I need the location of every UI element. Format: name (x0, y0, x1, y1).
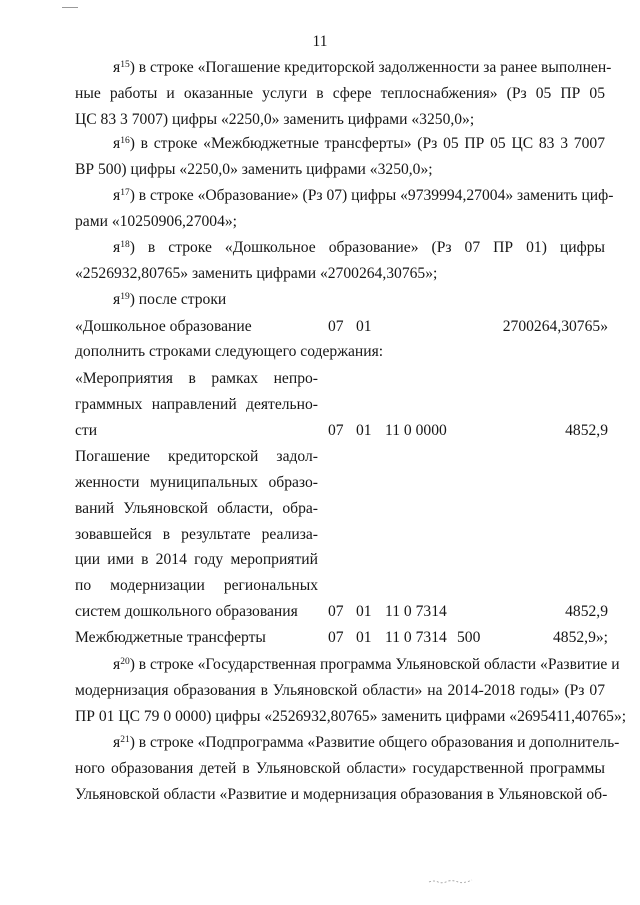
paragraph-p21-line1: $я^{21}$) в строке «Подпрограмма «Развитие общего образования и дополнитель- (113, 734, 620, 751)
paragraph-p20-line1: $я^{20}$) в строке «Государственная программа Ульяновской области «Развитие и (113, 656, 620, 673)
paragraph-p15-line2: ные работы и оказанные услуги в сфере теплоснабжения» (Рз 05 ПР 05 (75, 85, 605, 102)
row-pr: 01 (356, 422, 372, 439)
paragraph-p18-line1: $я^{18}$) в строке «Дошкольное образование» (Рз 07 ПР 01) цифры (113, 239, 605, 256)
row-name-line: зовавшейся в результате реализа- (75, 526, 318, 543)
row-cs: 11 0 0000 (385, 422, 447, 439)
paragraph-p15-line3: ЦС 83 3 7007) цифры «2250,0» заменить цифрами «3250,0»; (75, 111, 475, 128)
paragraph-p17-line2: рами «10250906,27004»; (75, 213, 238, 230)
paragraph-p17-line1: $я^{17}$) в строке «Образование» (Рз 07) цифры «9739994,27004» заменить циф- (113, 187, 614, 204)
row-name-line: сти (75, 422, 98, 439)
paragraph-p21-line3: Ульяновской области «Развитие и модернизация образования в Ульяновской об- (75, 786, 608, 803)
row-name-line: систем дошкольного образования (75, 603, 298, 620)
paragraph-p16-line2: ВР 500) цифры «2250,0» заменить цифрами «3250,0»; (75, 161, 433, 178)
row-name-line: Межбюджетные трансферты (75, 629, 266, 646)
row-name: «Дошкольное образование (75, 318, 252, 335)
row-pr: 01 (356, 318, 372, 335)
row-rz: 07 (328, 318, 344, 335)
paragraph-p16-line1: $я^{16}$) в строке «Межбюджетные трансферты» (Рз 05 ПР 05 ЦС 83 3 7007 (113, 135, 605, 152)
row-name-line: женности муниципальных образо- (75, 474, 318, 491)
row-amount: 4852,9 (565, 422, 608, 439)
row-amount: 2700264,30765» (502, 318, 608, 335)
row-vr: 500 (457, 629, 481, 646)
paragraph-p21-line2: ного образования детей в Ульяновской области» государственной программы (75, 760, 605, 777)
row-name-line: Погашение кредиторской задол- (75, 448, 318, 465)
row-pr: 01 (356, 629, 372, 646)
page-number: 11 (312, 33, 328, 50)
paragraph-p15-line1: $я^{15}$) в строке «Погашение кредиторской задолженности за ранее выполнен- (113, 59, 612, 76)
row-name-line: ции ими в 2014 году мероприятий (75, 551, 318, 568)
scan-mark (62, 7, 78, 8)
row-pr: 01 (356, 603, 372, 620)
row-amount: 4852,9»; (552, 629, 608, 646)
paragraph-p20-line3: ПР 01 ЦС 79 0 0000) цифры «2526932,80765» заменить цифрами «2695411,40765»; (75, 708, 627, 725)
row-rz: 07 (328, 603, 344, 620)
row-name-line: ваний Ульяновской области, обра- (75, 500, 318, 517)
row-cs: 11 0 7314 (385, 629, 447, 646)
paragraph-p19-line1: $я^{19}$) после строки (113, 291, 227, 308)
row-name-line: по модернизации региональных (75, 577, 318, 594)
row-name-line: граммных направлений деятельно- (75, 396, 318, 413)
row-rz: 07 (328, 629, 344, 646)
paragraph-p20-line2: модернизация образования в Ульяновской области» на 2014-2018 годы» (Рз 07 (75, 682, 605, 699)
paragraph-p19-line2: дополнить строками следующего содержания: (75, 343, 384, 360)
row-cs: 11 0 7314 (385, 603, 447, 620)
pen-mark (428, 878, 474, 884)
row-amount: 4852,9 (565, 603, 608, 620)
row-rz: 07 (328, 422, 344, 439)
row-name-line: «Мероприятия в рамках непро- (75, 370, 318, 387)
paragraph-p18-line2: «2526932,80765» заменить цифрами «2700264,30765»; (75, 265, 438, 282)
